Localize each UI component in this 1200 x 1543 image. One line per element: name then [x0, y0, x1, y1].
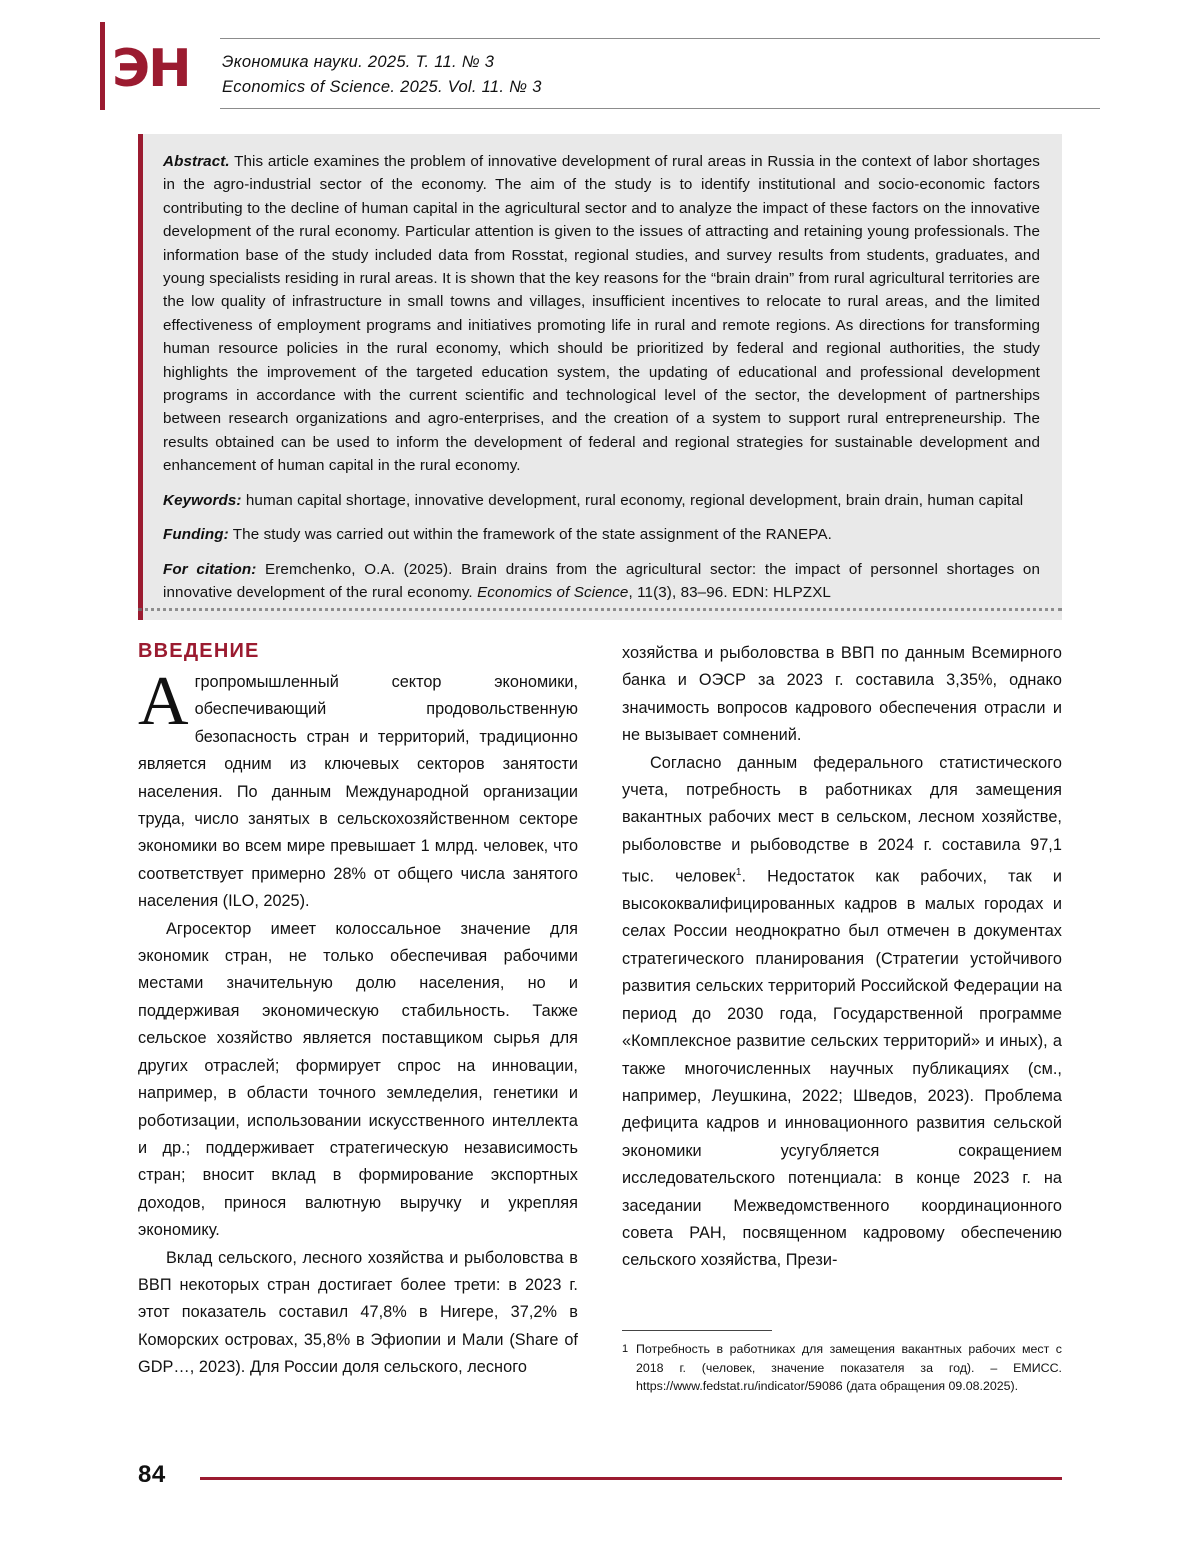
abstract-label: Abstract.: [163, 153, 230, 170]
paragraph-right-1: хозяйства и рыболовства в ВВП по данным Всемирного банка и ОЭСР за 2023 г. составила 3,35%, однако значимость вопросов кадрового обеспечения отрасли и не вызывает сомнений.: [622, 644, 1062, 745]
paragraph-left-2: Агросектор имеет колоссальное значение для экономик стран, не только обеспечивая рабочими местами значительную долю населения, но и поддерживая экономическую стабильность. Также сельское хозяйство является поставщиком сырья для других отраслей; формирует спрос на инновации, например, в области точного земледелия, генетики и роботизации, использовании искусственного интеллекта и др.; поддерживает стратегическую независимость стран; вносит вклад в формирование экспортных доходов, принося валютную выручку и укрепляя экономику.: [138, 919, 578, 1240]
body-columns: [138, 640, 1062, 1400]
column-left: [138, 640, 578, 1382]
paragraph-intro: [138, 663, 578, 916]
header-rule-bottom: [220, 108, 1100, 109]
section-divider: [138, 608, 1062, 611]
funding-paragraph: [163, 523, 1040, 546]
keywords-label: Keywords:: [163, 491, 242, 509]
keywords-text: human capital shortage, innovative development, rural economy, regional development, brain drain, human capital: [245, 491, 1024, 509]
journal-title-en: Economics of Science. 2025. Vol. 11. № 3: [222, 78, 542, 96]
footnote-text: [622, 1340, 1062, 1396]
funding-label: Funding:: [163, 526, 229, 544]
paragraph-intro-text: гропромышленный сектор экономики, обеспечивающий продовольственную безопасность стран и территорий, традиционно является одним из ключевых секторов занятости населения. По данным Международной организации труда, число занятых в сельскохозяйственном секторе экономики во всем мире превышает 1 млрд. человек, что соответствует примерно 28% от общего числа занятого населения (ILO, 2025).: [138, 673, 578, 911]
funding-text: The study was carried out within the framework of the state assignment of the RANEPA.: [232, 526, 832, 544]
page-header: [100, 38, 1100, 110]
page-title: ВВЕДЕНИЕ: [138, 640, 260, 662]
journal-logo: ЭН: [112, 39, 190, 99]
citation-journal-name: Economics of Science: [477, 583, 629, 601]
citation-text-2: , 11(3), 83–96. EDN: HLPZXL: [628, 583, 831, 601]
paragraph-left-3: Вклад сельского, лесного хозяйства и рыболовства в ВВП некоторых стран достигает более трети: в 2023 г. этот показатель составил 47,8% в Нигере, 37,2% в Коморских островах, 35,8% в Эфиопии и Мали (Share of GDP…, 2023). Для России доля сельского, лесного: [138, 1248, 578, 1377]
page-number: 84: [138, 1461, 166, 1488]
citation-paragraph: [163, 558, 1040, 605]
logo-accent-bar: [100, 22, 105, 110]
paragraph-right-2a: Согласно данным федерального статистического учета, потребность в работниках для замещения вакантных рабочих мест в сельском, лесном хозяйстве, рыболовстве и рыбоводстве в 2024 г. составила 97,1 тыс. человек: [622, 753, 1062, 886]
drop-cap: А: [138, 663, 189, 740]
footnote-reference[interactable]: 1: [735, 867, 742, 879]
page-footer: [138, 1461, 1062, 1491]
citation-label: For citation:: [163, 560, 257, 578]
journal-title-ru: Экономика науки. 2025. Т. 11. № 3: [222, 53, 495, 71]
abstract-paragraph: [163, 150, 1040, 478]
abstract-accent-bar: [138, 134, 143, 620]
journal-title-block: [222, 50, 542, 100]
abstract-box: [143, 134, 1062, 620]
column-right: [622, 640, 1062, 1275]
footnote-block: [622, 1330, 1062, 1396]
paragraph-right-2b: . Недостаток как рабочих, так и высококвалифицированных кадров в малых городах и селах России неоднократно был отмечен в документах стратегического планирования (Стратегии устойчивого развития сельских территорий Российской Федерации на период до 2030 года, Государственной программе «Комплексное развитие сельских территорий» и иных), а также многочисленных научных публикациях (см., например, Леушкина, 2022; Шведов, 2023). Проблема дефицита кадров и инновационного развития сельской экономики усугубляется сокращением исследовательского потенциала: в конце 2023 г. на заседании Межведомственного координационного совета РАН, посвященном кадровому обеспечению сельского хозяйства, Прези-: [622, 867, 1062, 1270]
paragraph-right-2: [622, 750, 1062, 1275]
footnote-body: Потребность в работниках для замещения вакантных рабочих мест с 2018 г. (человек, значение показателя за год). – ЕМИСС. https://www.fedstat.ru/indicator/59086 (дата обращения 09.08.2025).: [636, 1342, 1062, 1394]
abstract-text: This article examines the problem of innovative development of rural areas in Russia in the context of labor shortages in the agro-industrial sector of the economy. The aim of the study is to identify institutional and socio-economic factors contributing to the decline of human capital in the agricultural sector and to analyze the impact of these factors on the innovative development of the rural economy. Particular attention is given to the issues of attracting and retaining young professionals. The information base of the study included data from Rosstat, regional studies, and survey results from students, graduates, and young specialists residing in rural areas. It is shown that the key reasons for the “brain drain” from rural agricultural territories are the low quality of infrastructure in small towns and villages, insufficient incentives to relocate to rural areas, and the limited effectiveness of employment programs and initiatives promoting life in rural and remote regions. As directions for transforming human resource policies in the rural economy, which should be prioritized by federal and regional authorities, the study highlights the improvement of the targeted education system, the updating of educational and professional development programs in accordance with the current scientific and technological level of the sector, the development of partnerships between research organizations and agro-enterprises, and the creation of a system to support rural entrepreneurship. The results obtained can be used to inform the development of federal and regional strategies for sustainable development and enhancement of human capital in the rural economy.: [163, 153, 1040, 475]
citation-text-1: Eremchenko, O.A. (2025). Brain drains from the agricultural sector: the impact of personnel shortages on innovative development of the rural economy.: [163, 560, 1041, 601]
footnote-rule: [622, 1330, 772, 1331]
footnote-marker: 1: [622, 1343, 629, 1355]
footer-rule: [200, 1477, 1062, 1480]
header-rule-top: [220, 38, 1100, 39]
abstract-block: [138, 134, 1062, 620]
keywords-paragraph: [163, 489, 1040, 512]
